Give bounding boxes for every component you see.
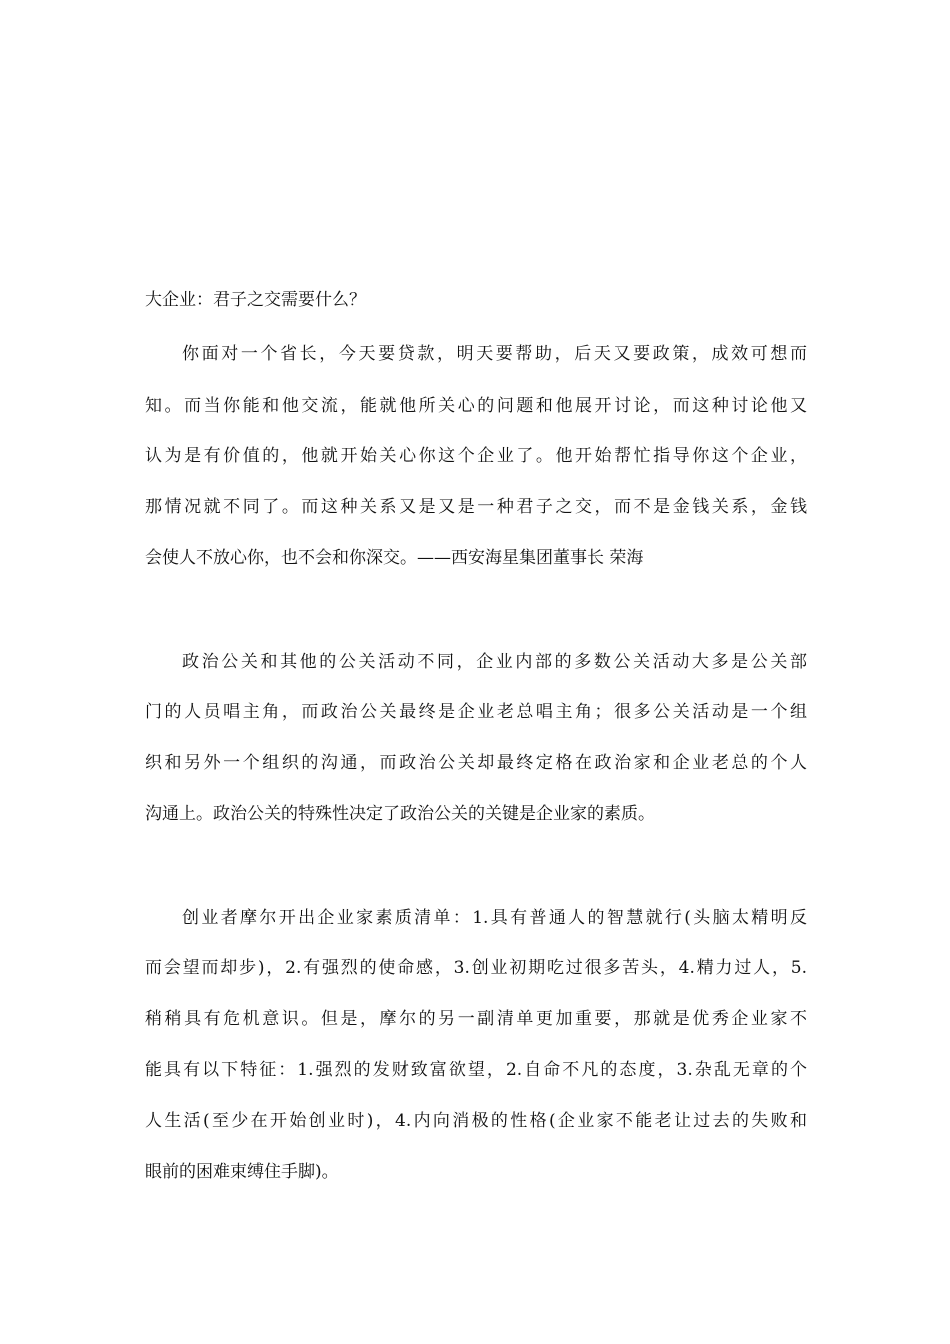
paragraph-line: 织和另外一个组织的沟通，而政治公关却最终定格在政治家和企业老总的个人 (145, 753, 807, 773)
paragraph-line: 知。而当你能和他交流，能就他所关心的问题和他展开讨论，而这种讨论他又 (145, 396, 807, 416)
paragraph-line: 创业者摩尔开出企业家素质清单：1.具有普通人的智慧就行(头脑太精明反 (182, 908, 807, 928)
paragraph-line: 而会望而却步)，2.有强烈的使命感，3.创业初期吃过很多苦头，4.精力过人，5. (145, 958, 807, 978)
paragraph-line: 稍稍具有危机意识。但是，摩尔的另一副清单更加重要，那就是优秀企业家不 (145, 1009, 807, 1029)
paragraph-line: 门的人员唱主角，而政治公关最终是企业老总唱主角；很多公关活动是一个组 (145, 702, 807, 722)
paragraph-line: 你面对一个省长，今天要贷款，明天要帮助，后天又要政策，成效可想而 (182, 344, 807, 364)
paragraph-line: 沟通上。政治公关的特殊性决定了政治公关的关键是企业家的素质。 (145, 804, 655, 824)
paragraph-line: 眼前的困难束缚住手脚)。 (145, 1162, 339, 1182)
paragraph-line: 能具有以下特征：1.强烈的发财致富欲望，2.自命不凡的态度，3.杂乱无章的个 (145, 1060, 807, 1080)
document-title: 大企业：君子之交需要什么？ (145, 290, 366, 310)
paragraph-line: 认为是有价值的，他就开始关心你这个企业了。他开始帮忙指导你这个企业， (145, 446, 807, 466)
paragraph-line: 政治公关和其他的公关活动不同，企业内部的多数公关活动大多是公关部 (182, 652, 807, 672)
paragraph-line: 会使人不放心你，也不会和你深交。——西安海星集团董事长 荣海 (145, 548, 644, 568)
paragraph-line: 那情况就不同了。而这种关系又是又是一种君子之交，而不是金钱关系，金钱 (145, 497, 807, 517)
paragraph-line: 人生活(至少在开始创业时)，4.内向消极的性格(企业家不能老让过去的失败和 (145, 1111, 807, 1131)
